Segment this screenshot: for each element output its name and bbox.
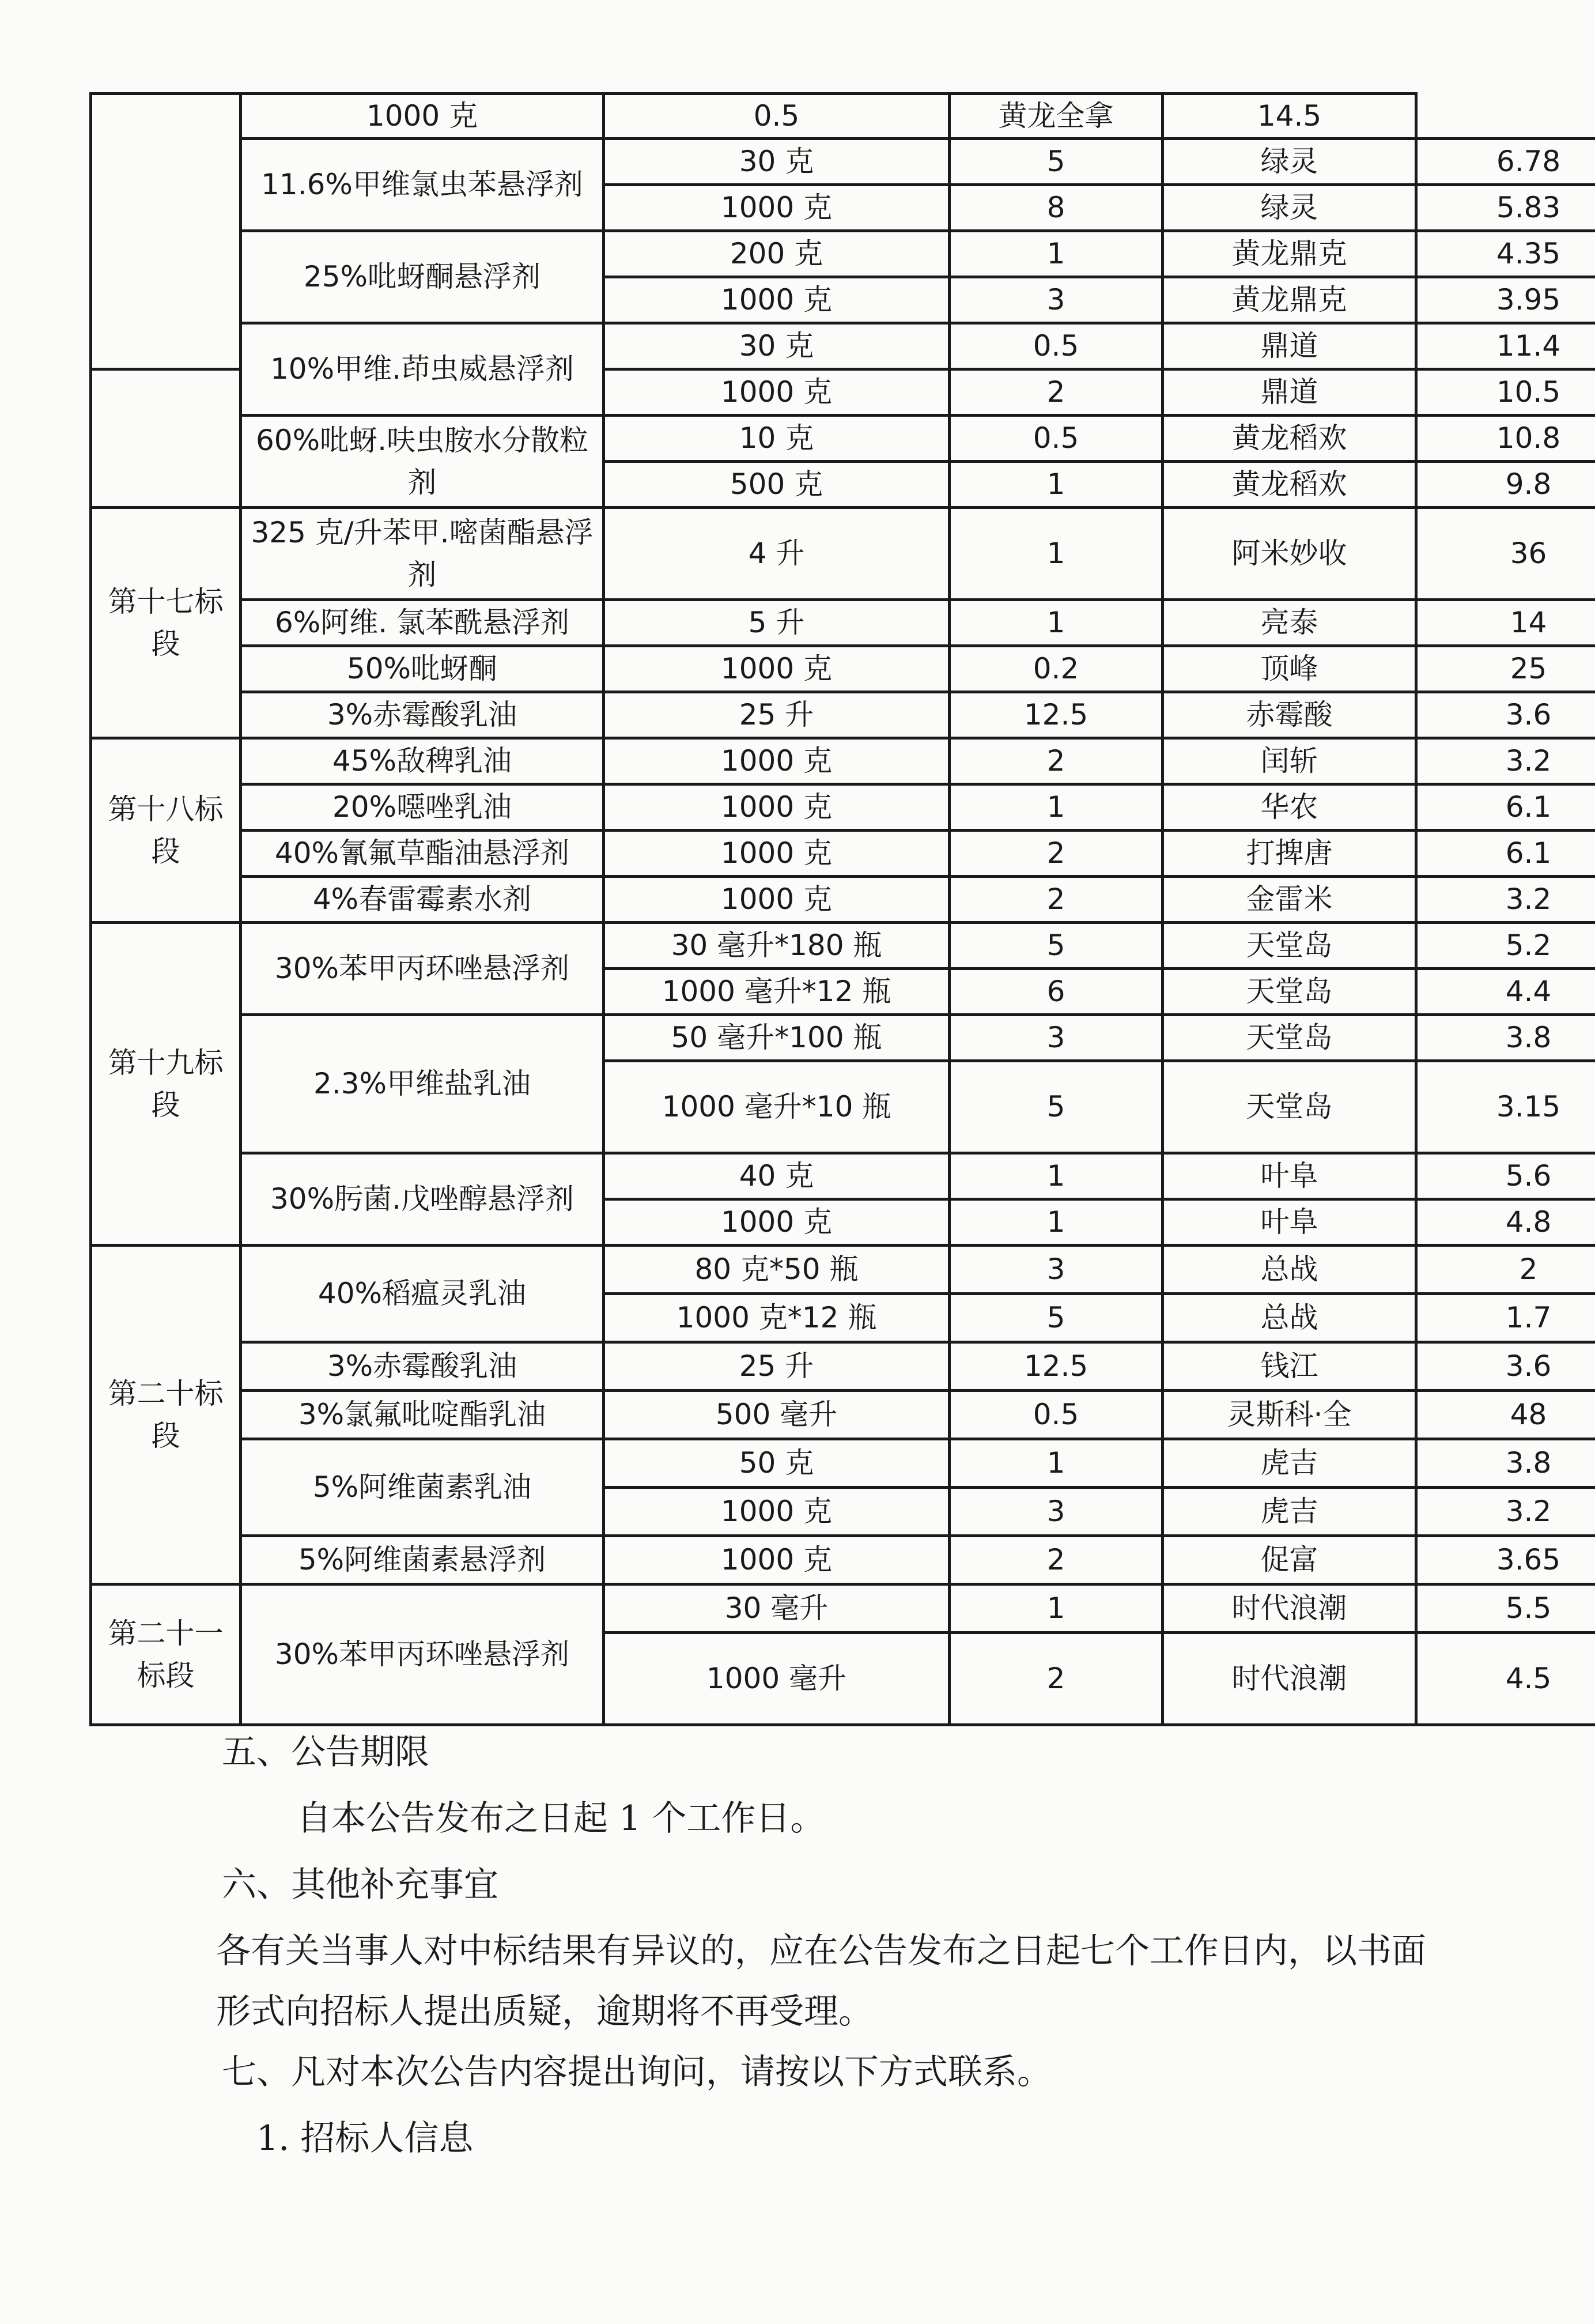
cell-product: 3%氯氟吡啶酯乳油 — [241, 1391, 604, 1439]
cell-brand: 黄龙稻欢 — [1163, 462, 1416, 508]
table-row — [91, 1153, 1595, 1199]
cell-quantity: 2 — [950, 1536, 1163, 1584]
cell-quantity: 5 — [950, 1294, 1163, 1342]
cell-price: 36 — [1416, 508, 1595, 600]
cell-brand: 黄龙鼎克 — [1163, 277, 1416, 323]
cell-spec: 1000 克 — [604, 277, 950, 323]
section-6-body-line-2: 形式向招标人提出质疑，逾期将不再受理。 — [216, 1991, 873, 2032]
cell-quantity: 3 — [950, 1488, 1163, 1536]
cell-brand: 促富 — [1163, 1536, 1416, 1584]
cell-brand: 虎吉 — [1163, 1439, 1416, 1488]
cell-product: 4%春雷霉素水剂 — [241, 877, 604, 923]
table-row — [91, 692, 1595, 738]
cell-price: 4.4 — [1416, 969, 1595, 1015]
bid-result-table — [89, 92, 1595, 1726]
cell-spec: 30 毫升*180 瓶 — [604, 923, 950, 969]
cell-spec: 500 克 — [604, 462, 950, 508]
cell-price: 3.6 — [1416, 692, 1595, 738]
cell-brand: 金雷米 — [1163, 877, 1416, 923]
cell-spec: 25 升 — [604, 692, 950, 738]
cell-spec: 1000 克 — [604, 185, 950, 231]
cell-product: 30%苯甲丙环唑悬浮剂 — [241, 1584, 604, 1725]
cell-quantity: 1 — [950, 1153, 1163, 1199]
cell-quantity: 1 — [950, 1199, 1163, 1246]
cell-brand: 阿米妙收 — [1163, 508, 1416, 600]
cell-product: 25%吡蚜酮悬浮剂 — [241, 231, 604, 323]
table-row — [91, 738, 1595, 784]
table-row — [91, 231, 1595, 277]
table-row — [91, 923, 1595, 969]
cell-product: 2.3%甲维盐乳油 — [241, 1015, 604, 1153]
section-5-body: 自本公告发布之日起 1 个工作日。 — [297, 1798, 825, 1839]
cell-quantity: 5 — [950, 923, 1163, 969]
cell-brand: 时代浪潮 — [1163, 1584, 1416, 1633]
cell-lot — [91, 369, 241, 508]
cell-brand: 闰斩 — [1163, 738, 1416, 784]
cell-spec: 30 克 — [604, 323, 950, 369]
cell-product: 40%稻瘟灵乳油 — [241, 1246, 604, 1342]
cell-spec: 200 克 — [604, 231, 950, 277]
cell-price: 4.35 — [1416, 231, 1595, 277]
cell-quantity: 1 — [950, 462, 1163, 508]
cell-price: 14.5 — [1163, 94, 1416, 139]
cell-brand: 亮泰 — [1163, 600, 1416, 646]
cell-brand: 灵斯科·全 — [1163, 1391, 1416, 1439]
cell-price: 48 — [1416, 1391, 1595, 1439]
cell-product: 3%赤霉酸乳油 — [241, 1342, 604, 1391]
cell-price: 3.2 — [1416, 877, 1595, 923]
section-7-title: 七、凡对本次公告内容提出询问，请按以下方式联系。 — [222, 2052, 1052, 2092]
cell-price: 3.6 — [1416, 1342, 1595, 1391]
cell-price: 6.78 — [1416, 139, 1595, 185]
cell-price: 3.65 — [1416, 1536, 1595, 1584]
cell-brand: 鼎道 — [1163, 323, 1416, 369]
cell-brand: 绿灵 — [1163, 139, 1416, 185]
cell-spec: 1000 毫升*12 瓶 — [604, 969, 950, 1015]
cell-spec: 50 克 — [604, 1439, 950, 1488]
cell-price: 11.4 — [1416, 323, 1595, 369]
cell-brand: 天堂岛 — [1163, 1015, 1416, 1061]
cell-brand: 黄龙鼎克 — [1163, 231, 1416, 277]
cell-price: 3.8 — [1416, 1015, 1595, 1061]
cell-quantity: 2 — [950, 1633, 1163, 1725]
table-row — [91, 416, 1595, 462]
section-6-body-line-1: 各有关当事人对中标结果有异议的，应在公告发布之日起七个工作日内，以书面 — [216, 1931, 1426, 1971]
cell-brand: 绿灵 — [1163, 185, 1416, 231]
table-row — [91, 784, 1595, 831]
cell-brand: 黄龙全拿 — [950, 94, 1163, 139]
cell-brand: 黄龙稻欢 — [1163, 416, 1416, 462]
cell-spec: 1000 克 — [604, 738, 950, 784]
cell-price: 5.6 — [1416, 1153, 1595, 1199]
table-row — [91, 1536, 1595, 1584]
table-row — [91, 1015, 1595, 1061]
cell-price: 9.8 — [1416, 462, 1595, 508]
cell-quantity: 3 — [950, 277, 1163, 323]
cell-price: 5.2 — [1416, 923, 1595, 969]
table-row — [91, 1342, 1595, 1391]
table-row — [91, 508, 1595, 600]
cell-quantity: 1 — [950, 784, 1163, 831]
cell-quantity: 3 — [950, 1015, 1163, 1061]
cell-spec: 40 克 — [604, 1153, 950, 1199]
table-row — [91, 831, 1595, 877]
cell-spec: 80 克*50 瓶 — [604, 1246, 950, 1294]
cell-product: 30%肟菌.戊唑醇悬浮剂 — [241, 1153, 604, 1246]
cell-quantity: 0.2 — [950, 646, 1163, 692]
cell-price: 3.2 — [1416, 738, 1595, 784]
cell-quantity: 5 — [950, 139, 1163, 185]
cell-quantity: 0.5 — [950, 323, 1163, 369]
cell-quantity: 1 — [950, 1439, 1163, 1488]
table-row — [91, 139, 1595, 185]
cell-price: 3.2 — [1416, 1488, 1595, 1536]
cell-brand: 赤霉酸 — [1163, 692, 1416, 738]
table-row — [91, 1246, 1595, 1294]
cell-product: 45%敌稗乳油 — [241, 738, 604, 784]
cell-brand: 顶峰 — [1163, 646, 1416, 692]
cell-spec: 25 升 — [604, 1342, 950, 1391]
cell-quantity: 12.5 — [950, 692, 1163, 738]
cell-product: 10%甲维.茚虫威悬浮剂 — [241, 323, 604, 416]
cell-product: 6%阿维. 氯苯酰悬浮剂 — [241, 600, 604, 646]
cell-brand: 虎吉 — [1163, 1488, 1416, 1536]
cell-spec: 1000 克 — [604, 831, 950, 877]
cell-product: 30%苯甲丙环唑悬浮剂 — [241, 923, 604, 1015]
cell-brand: 天堂岛 — [1163, 923, 1416, 969]
cell-quantity: 5 — [950, 1061, 1163, 1153]
section-6-title: 六、其他补充事宜 — [222, 1865, 498, 1905]
cell-spec: 1000 毫升*10 瓶 — [604, 1061, 950, 1153]
cell-product: 5%阿维菌素悬浮剂 — [241, 1536, 604, 1584]
cell-spec: 1000 克 — [604, 1536, 950, 1584]
cell-quantity: 2 — [950, 369, 1163, 416]
cell-price: 5.5 — [1416, 1584, 1595, 1633]
cell-spec: 1000 克 — [604, 369, 950, 416]
cell-brand: 打捭唐 — [1163, 831, 1416, 877]
cell-price: 3.8 — [1416, 1439, 1595, 1488]
cell-spec: 1000 克*12 瓶 — [604, 1294, 950, 1342]
bid-result-table-body — [91, 94, 1595, 1725]
cell-quantity: 12.5 — [950, 1342, 1163, 1391]
cell-spec: 30 克 — [604, 139, 950, 185]
cell-quantity: 1 — [950, 508, 1163, 600]
cell-brand: 总战 — [1163, 1246, 1416, 1294]
section-5-title: 五、公告期限 — [222, 1732, 429, 1772]
bid-result-table-wrap — [89, 92, 1561, 1726]
cell-price: 6.1 — [1416, 784, 1595, 831]
cell-quantity: 0.5 — [950, 416, 1163, 462]
cell-brand: 钱江 — [1163, 1342, 1416, 1391]
cell-price: 2 — [1416, 1246, 1595, 1294]
cell-product: 325 克/升苯甲.嘧菌酯悬浮剂 — [241, 508, 604, 600]
cell-lot: 第二十一标段 — [91, 1584, 241, 1725]
cell-quantity: 2 — [950, 831, 1163, 877]
cell-price: 4.8 — [1416, 1199, 1595, 1246]
cell-lot: 第二十标段 — [91, 1246, 241, 1584]
cell-lot — [91, 94, 241, 369]
cell-spec: 10 克 — [604, 416, 950, 462]
cell-spec: 1000 克 — [604, 1199, 950, 1246]
table-row — [91, 323, 1595, 369]
cell-price: 3.95 — [1416, 277, 1595, 323]
cell-spec: 1000 毫升 — [604, 1633, 950, 1725]
table-row — [91, 646, 1595, 692]
cell-price: 1.7 — [1416, 1294, 1595, 1342]
cell-quantity: 2 — [950, 738, 1163, 784]
cell-spec: 50 毫升*100 瓶 — [604, 1015, 950, 1061]
cell-brand: 天堂岛 — [1163, 1061, 1416, 1153]
cell-quantity: 6 — [950, 969, 1163, 1015]
cell-product: 3%赤霉酸乳油 — [241, 692, 604, 738]
section-7-item-1: 1. 招标人信息 — [256, 2118, 474, 2159]
cell-product: 40%氰氟草酯油悬浮剂 — [241, 831, 604, 877]
cell-spec: 500 毫升 — [604, 1391, 950, 1439]
cell-brand: 总战 — [1163, 1294, 1416, 1342]
cell-product: 5%阿维菌素乳油 — [241, 1439, 604, 1536]
cell-brand: 鼎道 — [1163, 369, 1416, 416]
cell-brand: 叶阜 — [1163, 1199, 1416, 1246]
cell-lot: 第十七标段 — [91, 508, 241, 738]
table-row — [91, 600, 1595, 646]
cell-quantity: 2 — [950, 877, 1163, 923]
cell-quantity: 0.5 — [604, 94, 950, 139]
cell-price: 3.15 — [1416, 1061, 1595, 1153]
cell-lot: 第十八标段 — [91, 738, 241, 923]
cell-spec: 1000 克 — [604, 646, 950, 692]
cell-price: 10.5 — [1416, 369, 1595, 416]
cell-lot: 第十九标段 — [91, 923, 241, 1246]
cell-price: 10.8 — [1416, 416, 1595, 462]
table-row — [91, 94, 1595, 139]
cell-brand: 华农 — [1163, 784, 1416, 831]
cell-product: 50%吡蚜酮 — [241, 646, 604, 692]
cell-spec: 1000 克 — [604, 1488, 950, 1536]
cell-quantity: 1 — [950, 231, 1163, 277]
table-row — [91, 877, 1595, 923]
cell-product: 60%吡蚜.呋虫胺水分散粒剂 — [241, 416, 604, 508]
cell-price: 14 — [1416, 600, 1595, 646]
cell-price: 6.1 — [1416, 831, 1595, 877]
cell-spec: 4 升 — [604, 508, 950, 600]
cell-quantity: 8 — [950, 185, 1163, 231]
cell-spec: 1000 克 — [604, 784, 950, 831]
cell-spec: 1000 克 — [604, 877, 950, 923]
cell-brand: 天堂岛 — [1163, 969, 1416, 1015]
cell-brand: 叶阜 — [1163, 1153, 1416, 1199]
table-row — [91, 1391, 1595, 1439]
cell-spec: 30 毫升 — [604, 1584, 950, 1633]
cell-quantity: 0.5 — [950, 1391, 1163, 1439]
cell-quantity: 1 — [950, 600, 1163, 646]
cell-product: 11.6%甲维氯虫苯悬浮剂 — [241, 139, 604, 231]
cell-brand: 时代浪潮 — [1163, 1633, 1416, 1725]
cell-price: 25 — [1416, 646, 1595, 692]
table-row — [91, 1439, 1595, 1488]
cell-quantity: 3 — [950, 1246, 1163, 1294]
cell-price: 5.83 — [1416, 185, 1595, 231]
cell-quantity: 1 — [950, 1584, 1163, 1633]
table-row — [91, 1584, 1595, 1633]
cell-price: 4.5 — [1416, 1633, 1595, 1725]
cell-product: 20%噁唑乳油 — [241, 784, 604, 831]
cell-spec: 1000 克 — [241, 94, 604, 139]
cell-spec: 5 升 — [604, 600, 950, 646]
